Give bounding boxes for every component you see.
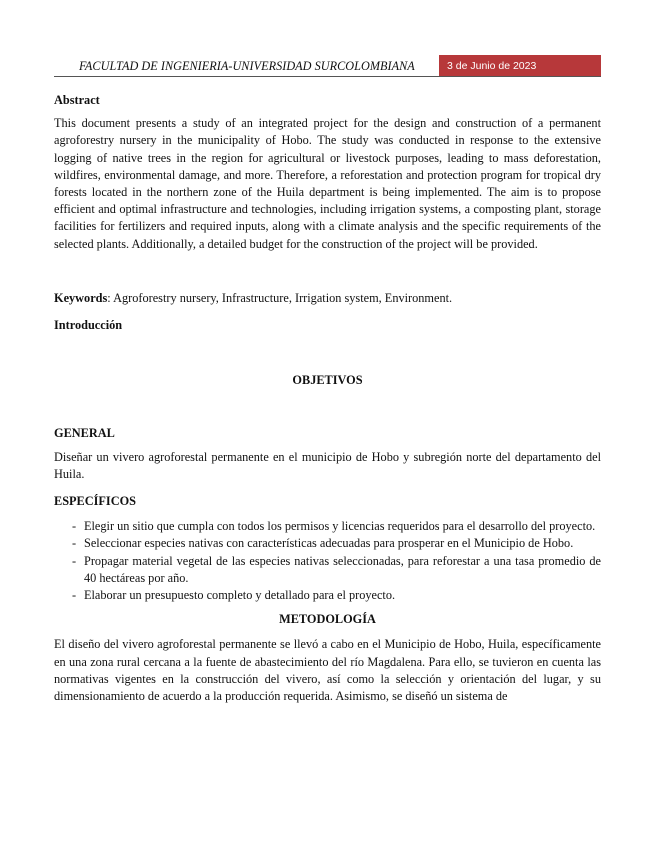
general-heading: GENERAL — [54, 426, 115, 441]
especificos-heading: ESPECÍFICOS — [54, 494, 137, 509]
header-date-badge: 3 de Junio de 2023 — [439, 55, 601, 77]
abstract-heading: Abstract — [54, 93, 100, 107]
document-body — [54, 92, 601, 705]
metodologia-paragraph: El diseño del vivero agroforestal permanente se llevó a cabo en el Municipio de Hobo, Huila, específicamente en una zona rural cercana a la fuente de abastecimiento del río Magdalena. Para ello, se tuvieron en cuenta las normativas vigentes en la construcción del vivero, así como la selección y orientación del lugar, y su dimensionamiento de acuerdo a la producción requerida. Asimismo, se diseñó un sistema de — [54, 637, 601, 704]
header-title: FACULTAD DE INGENIERIA-UNIVERSIDAD SURCOLOMBIANA — [79, 59, 415, 73]
introduccion-heading: Introducción — [54, 318, 123, 333]
keywords-label: Keywords — [54, 290, 108, 305]
general-paragraph: Diseñar un vivero agroforestal permanente en el municipio de Hobo y subregión norte del departamento del Huila. — [54, 449, 601, 481]
list-item: - Seleccionar especies nativas con características adecuadas para prosperar en el Municipio de Hobo. — [84, 535, 601, 552]
list-item: - Elaborar un presupuesto completo y detallado para el proyecto. — [84, 587, 601, 604]
list-item: - Propagar material vegetal de las especies nativas seleccionadas, para reforestar a una tasa promedio de 40 hectáreas por año. — [84, 553, 601, 587]
metodologia-heading: METODOLOGÍA — [279, 612, 376, 627]
objetivos-heading: OBJETIVOS — [292, 373, 363, 388]
page-header — [54, 55, 601, 77]
header-divider — [54, 76, 601, 77]
abstract-paragraph: This document presents a study of an integrated project for the design and construction of a permanent agroforestry nursery in the municipality of Hobo. The study was conducted in response to the extensive logging of native trees in the region for agricultural or livestock purposes, leading to mass deforestation, wildfires, environmental damage, and more. Therefore, a reforestation and protection program for tropical dry forests located in the northern zone of the Huila department is being implemented. The aim is to propose efficient and optimal infrastructure and technologies, including irrigation systems, a composting plant, storage facilities for fertilizers and required inputs, along with a climate analysis and the specific requirements of the selected plants. Additionally, a detailed budget for the construction of the project will be provided. — [54, 116, 601, 251]
keywords-line — [54, 290, 601, 307]
especificos-list — [54, 518, 601, 604]
list-item: - Elegir un sitio que cumpla con todos los permisos y licencias requeridos para el desarrollo del proyecto. — [84, 518, 601, 535]
keywords-text: : Agroforestry nursery, Infrastructure, Irrigation system, Environment. — [107, 290, 453, 305]
